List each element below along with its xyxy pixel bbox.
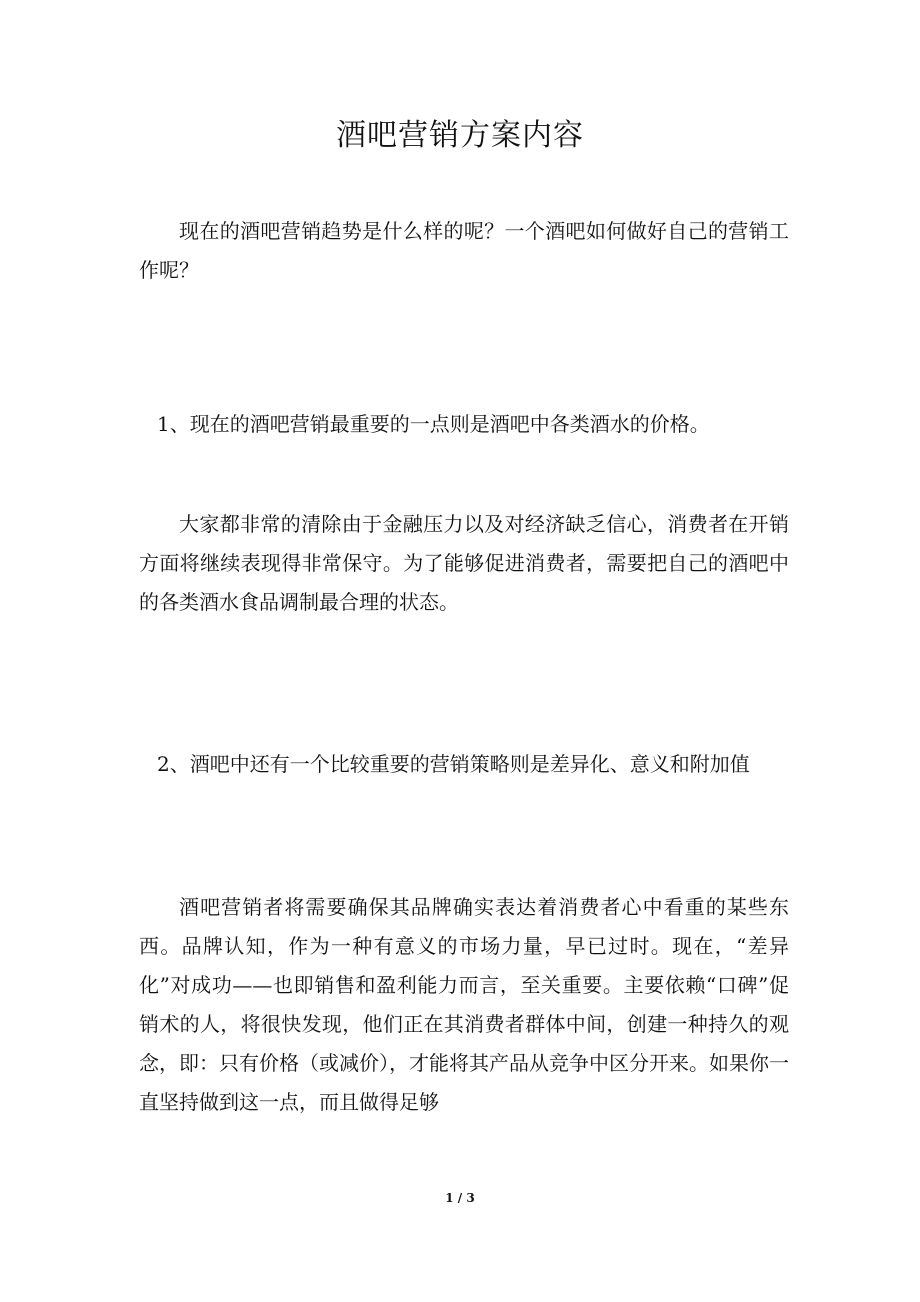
intro-paragraph: 现在的酒吧营销趋势是什么样的呢？一个酒吧如何做好自己的营销工作呢？ <box>139 219 789 282</box>
document-title: 酒吧营销方案内容 <box>336 118 584 153</box>
section-1-heading: 1、现在的酒吧营销最重要的一点则是酒吧中各类酒水的价格。 <box>157 412 710 436</box>
section-2-heading: 2、酒吧中还有一个比较重要的营销策略则是差异化、意义和附加值 <box>157 752 750 776</box>
section-1-body: 大家都非常的清除由于金融压力以及对经济缺乏信心，消费者在开销方面将继续表现得非常保守。为了能够促进消费者，需要把自己的酒吧中的各类酒水食品调制最合理的状态。 <box>139 512 789 614</box>
section-2-body: 酒吧营销者将需要确保其品牌确实表达着消费者心中看重的某些东西。品牌认知，作为一种有意义的市场力量，早已过时。现在，“差异化”对成功——也即销售和盈利能力而言，至关重要。主要依赖“口碑”促销术的人，将很快发现，他们正在其消费者群体中间，创建一种持久的观念，即：只有价格（或减价），才能将其产品从竞争中区分开来。如果你一直坚持做到这一点，而且做得足够 <box>139 895 789 1114</box>
page-number: 1 / 3 <box>445 1191 475 1205</box>
